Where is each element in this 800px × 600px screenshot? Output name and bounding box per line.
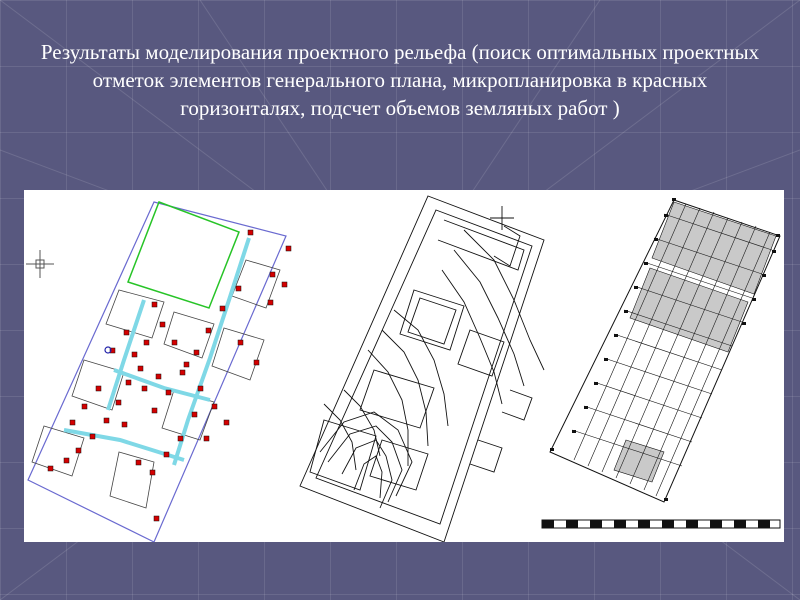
figure-plans [24, 190, 784, 542]
elevation-markers [48, 230, 291, 521]
project-marks-plan [24, 190, 784, 542]
earthwork-volumes-grid [542, 198, 780, 528]
red-contours-plan [300, 196, 544, 542]
slide-title: Результаты моделирования проектного рельефа (поиск оптимальных проектных отметок элементов генерального плана, микропланировка в красных горизонталях, подсчет объемов земляных работ ) [40, 40, 760, 120]
crosshair-icon [26, 250, 54, 278]
scale-bar [542, 520, 780, 528]
site-boundary [28, 202, 286, 542]
site-green-area [128, 202, 239, 308]
